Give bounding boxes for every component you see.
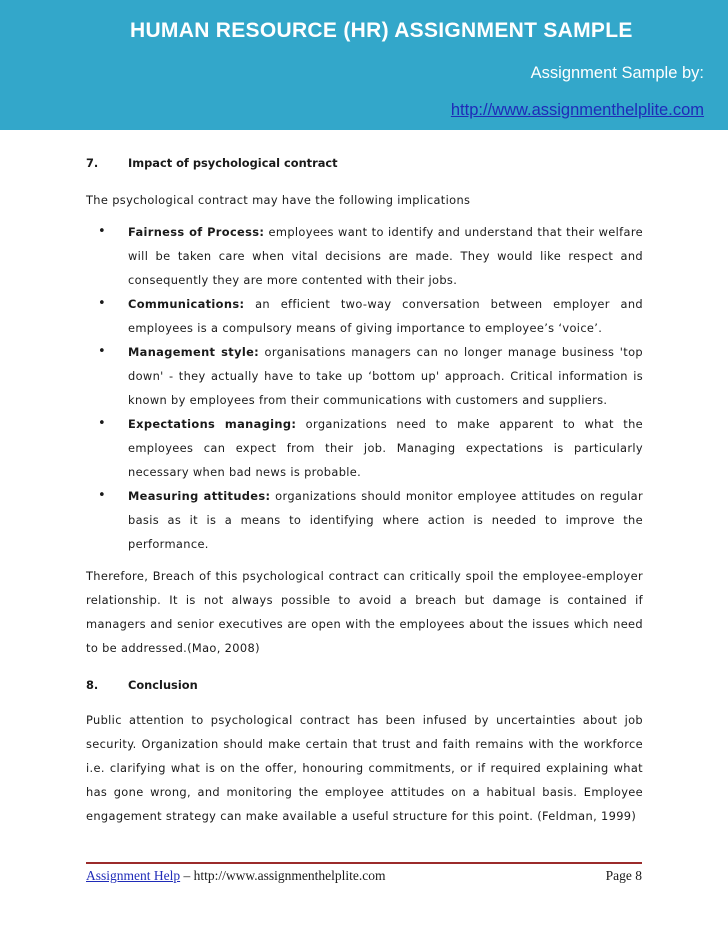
page-footer xyxy=(86,868,642,884)
footer-separator: – xyxy=(180,868,194,883)
header-by-label: Assignment Sample by: xyxy=(530,64,704,82)
bullet-icon: • xyxy=(98,488,107,503)
page-number: Page 8 xyxy=(605,868,642,883)
section-7-intro: The psychological contract may have the following implications xyxy=(86,193,471,207)
section-7-title: Impact of psychological contract xyxy=(128,156,338,170)
list-item xyxy=(86,220,643,292)
bullet-text: an efficient two-way conversation between employer and employees is a compulsory means of giving importance to employee’s ‘voice’. xyxy=(128,297,643,335)
section-7-closing: Therefore, Breach of this psychological contract can critically spoil the employee-employer relationship. It is not always possible to avoid a breach but damage is contained if managers and senior executives are open with the employees about the issues which need to be addressed.(Mao, 2008) xyxy=(86,569,643,655)
bullet-text: organizations should monitor employee attitudes on regular basis as it is a means to identifying where action is needed to improve the performance. xyxy=(128,489,644,551)
bullet-text: organisations managers can no longer manage business 'top down' - they actually have to take up ‘bottom up' approach. Critical information is known by employees from their communications with customers and suppliers. xyxy=(128,345,643,407)
bullet-text: employees want to identify and understand that their welfare will be taken care when vital decisions are made. They would like respect and consequently they are more contented with their jobs. xyxy=(128,225,643,287)
header-url-link[interactable]: http://www.assignmenthelplite.com xyxy=(450,101,704,119)
section-8-number: 8. xyxy=(86,678,99,692)
list-item xyxy=(86,412,643,484)
bullet-icon: • xyxy=(98,344,107,359)
bullet-term: Fairness of Process: xyxy=(128,225,265,239)
bullet-term: Communications: xyxy=(128,297,245,311)
section-7-heading xyxy=(86,148,643,178)
header-title: HUMAN RESOURCE (HR) ASSIGNMENT SAMPLE xyxy=(130,19,633,42)
page-header xyxy=(0,0,728,130)
bullet-term: Expectations managing: xyxy=(128,417,297,431)
bullet-term: Measuring attitudes: xyxy=(128,489,271,503)
list-item xyxy=(86,484,643,556)
list-item xyxy=(86,292,643,340)
bullet-icon: • xyxy=(98,224,107,239)
bullet-term: Management style: xyxy=(128,345,260,359)
bullet-text: organizations need to make apparent to what the employees can expect from their job. Managing expectations is particularly necessary when bad news is probable. xyxy=(128,417,643,479)
footer-assignment-help-link[interactable]: Assignment Help xyxy=(86,868,181,883)
implications-list xyxy=(86,220,643,556)
bullet-icon: • xyxy=(98,416,107,431)
section-8-title: Conclusion xyxy=(128,678,198,692)
document-body xyxy=(86,148,643,828)
section-8-heading xyxy=(86,670,643,700)
footer-site: http://www.assignmenthelplite.com xyxy=(193,868,386,883)
section-8-body: Public attention to psychological contract has been infused by uncertainties about job security. Organization should make certain that trust and faith remains with the workforce i.e. clarifying what is on the offer, honouring commitments, or if required explaining what has gone wrong, and monitoring the employee attitudes on a habitual basis. Employee engagement strategy can make available a useful structure for this point. (Feldman, 1999) xyxy=(86,713,643,823)
footer-divider xyxy=(86,862,642,864)
bullet-icon: • xyxy=(98,296,107,311)
section-7-number: 7. xyxy=(86,156,99,170)
list-item xyxy=(86,340,643,412)
